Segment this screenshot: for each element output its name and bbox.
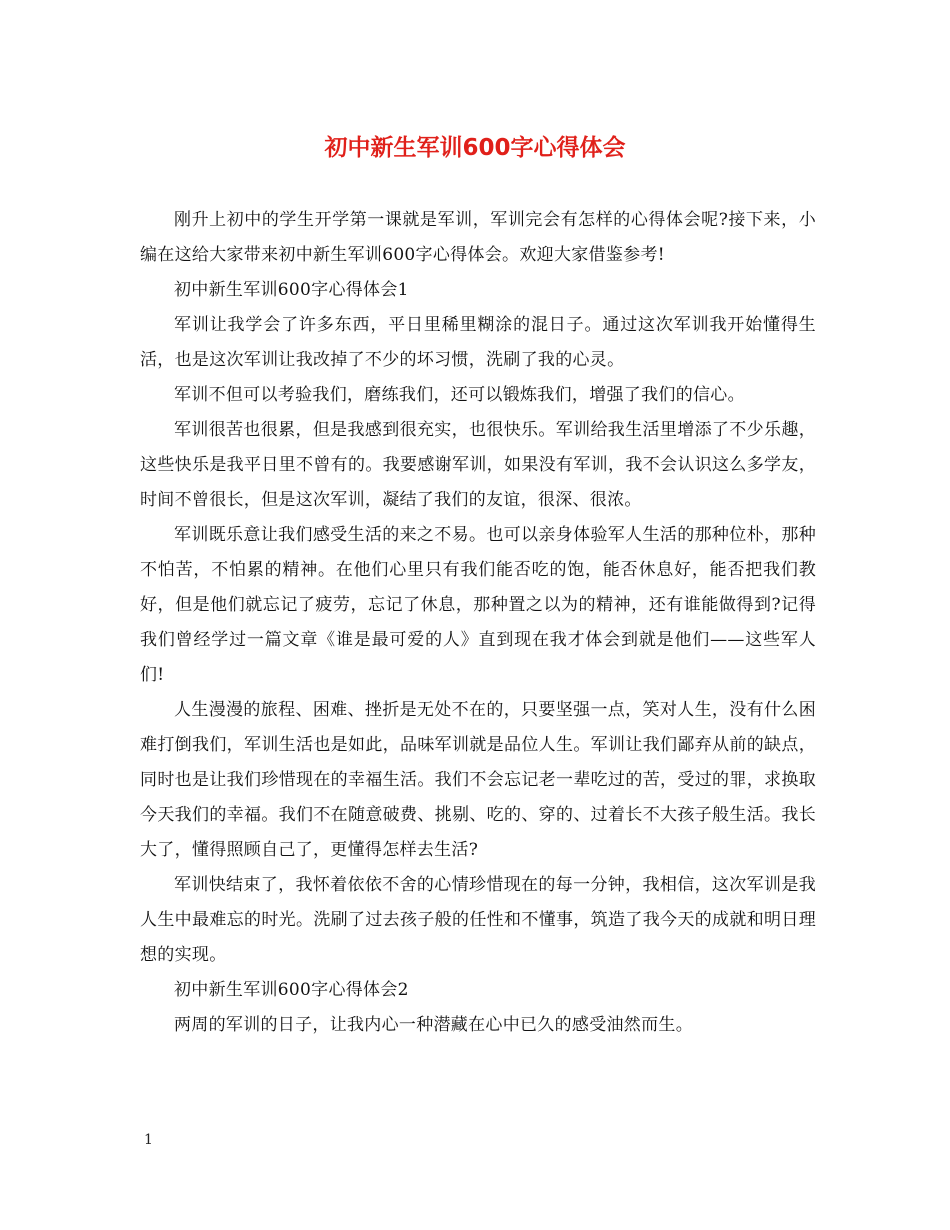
section-heading-1: 初中新生军训600字心得体会1: [174, 280, 409, 300]
document-body: [140, 203, 816, 1043]
body-paragraph: 军训不但可以考验我们，磨练我们，还可以锻炼我们，增强了我们的信心。: [174, 385, 745, 405]
body-paragraph: 军训快结束了，我怀着依依不舍的心情珍惜现在的每一分钟，我相信，这次军训是我人生中最难忘的时光。洗刷了过去孩子般的任性和不懂事，筑造了我今天的成就和明日理想的实现。: [140, 875, 816, 965]
body-paragraph: 军训很苦也很累，但是我感到很充实，也很快乐。军训给我生活里增添了不少乐趣，这些快乐是我平日里不曾有的。我要感谢军训，如果没有军训，我不会认识这么多学友，时间不曾很长，但是这次军训，凝结了我们的友谊，很深、很浓。: [140, 420, 816, 510]
body-paragraph: 两周的军训的日子，让我内心一种潜藏在心中已久的感受油然而生。: [174, 1015, 693, 1035]
document-title: 初中新生军训600字心得体会: [324, 135, 626, 161]
page-number: 1: [144, 1132, 153, 1148]
section-heading-2: 初中新生军训600字心得体会2: [174, 980, 409, 1000]
body-paragraph: 军训让我学会了许多东西，平日里稀里糊涂的混日子。通过这次军训我开始懂得生活，也是这次军训让我改掉了不少的坏习惯，洗刷了我的心灵。: [140, 315, 816, 370]
body-paragraph: 军训既乐意让我们感受生活的来之不易。也可以亲身体验军人生活的那种位朴，那种不怕苦，不怕累的精神。在他们心里只有我们能否吃的饱，能否休息好，能否把我们教好，但是他们就忘记了疲劳，忘记了休息，那种置之以为的精神，还有谁能做得到?记得我们曾经学过一篇文章《谁是最可爱的人》直到现在我才体会到就是他们——这些军人们!: [140, 525, 816, 685]
intro-paragraph: 刚升上初中的学生开学第一课就是军训，军训完会有怎样的心得体会呢?接下来，小编在这给大家带来初中新生军训600字心得体会。欢迎大家借鉴参考!: [140, 210, 816, 265]
body-paragraph: 人生漫漫的旅程、困难、挫折是无处不在的，只要坚强一点，笑对人生，没有什么困难打倒我们，军训生活也是如此，品味军训就是品位人生。军训让我们鄙弃从前的缺点，同时也是让我们珍惜现在的幸福生活。我们不会忘记老一辈吃过的苦，受过的罪，求换取今天我们的幸福。我们不在随意破费、挑剔、吃的、穿的、过着长不大孩子般生活。我长大了，懂得照顾自己了，更懂得怎样去生活?: [140, 700, 816, 860]
